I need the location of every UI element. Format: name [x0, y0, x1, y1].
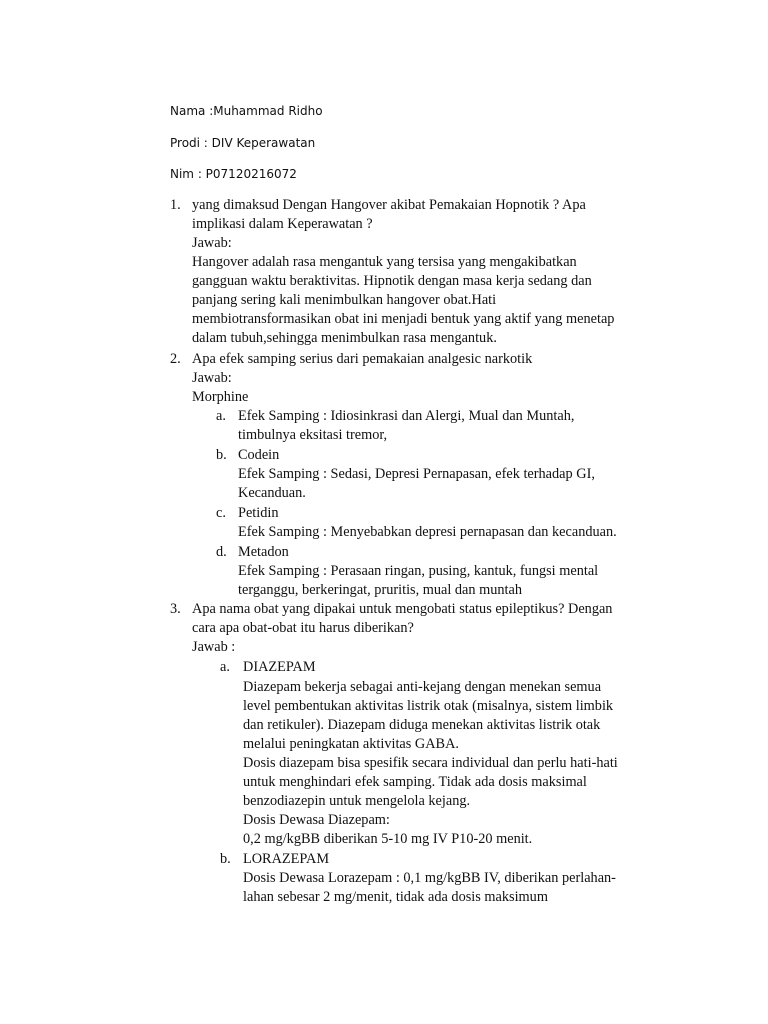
q3-item-b-line: Dosis Dewasa Lorazepam : 0,1 mg/kgBB IV, diberikan perlahan-	[243, 870, 616, 886]
q2-item-b-marker: b.	[216, 447, 227, 463]
q2-item-d-line: Efek Samping : Perasaan ringan, pusing, kantuk, fungsi mental	[238, 563, 599, 579]
q3-item-a-line: dan retikuler). Diazepam diduga menekan aktivitas listrik otak	[243, 717, 601, 733]
q3-item-a-line: benzodiazepin untuk mengelola kejang.	[243, 793, 471, 809]
q3-question-line: cara apa obat-obat itu harus diberikan?	[192, 620, 414, 636]
q1-answer-line: dalam tubuh,sehingga menimbulkan rasa mengantuk.	[192, 330, 497, 346]
q1-answer-line: panjang sering kali menimbulkan hangover obat.Hati	[192, 292, 497, 308]
q2-item-a-marker: a.	[216, 408, 226, 424]
q2-item-c-line: Petidin	[238, 505, 279, 521]
q1-jawab-label: Jawab:	[192, 235, 232, 251]
q2-item-d-line: Metadon	[238, 544, 289, 560]
q3-item-b-heading: LORAZEPAM	[243, 851, 330, 867]
q1-question-line: yang dimaksud Dengan Hangover akibat Pemakaian Hopnotik ? Apa	[192, 197, 586, 213]
q2-intro: Morphine	[192, 389, 249, 405]
q3-question-line: Apa nama obat yang dipakai untuk mengobati status epileptikus? Dengan	[192, 601, 613, 617]
q2-question: Apa efek samping serius dari pemakaian analgesic narkotik	[192, 351, 533, 367]
q2-item-d-marker: d.	[216, 544, 227, 560]
q1-answer-line: membiotransformasikan obat ini menjadi bentuk yang aktif yang menetap	[192, 311, 615, 327]
q3-item-a-line: melalui peningkatan aktivitas GABA.	[243, 736, 459, 752]
q3-item-a-line: level pembentukan aktivitas listrik otak (misalnya, sistem limbik	[243, 698, 614, 714]
q2-item-b-line: Kecanduan.	[238, 485, 306, 501]
q3-item-a-line: untuk menghindari efek samping. Tidak ada dosis maksimal	[243, 774, 587, 790]
q3-item-b-line: lahan sebesar 2 mg/menit, tidak ada dosis maksimum	[243, 889, 548, 905]
student-name: Nama :Muhammad Ridho	[170, 104, 323, 118]
q2-item-a-line: Efek Samping : Idiosinkrasi dan Alergi, Mual dan Muntah,	[238, 408, 575, 424]
q3-jawab-label: Jawab :	[192, 639, 236, 655]
q3-item-a-line: 0,2 mg/kgBB diberikan 5-10 mg IV P10-20 menit.	[243, 831, 533, 847]
q1-answer-line: Hangover adalah rasa mengantuk yang tersisa yang mengakibatkan	[192, 254, 577, 270]
q3-item-a-line: Dosis Dewasa Diazepam:	[243, 812, 390, 828]
q2-item-b-line: Codein	[238, 447, 280, 463]
q2-marker: 2.	[170, 351, 181, 367]
student-program: Prodi : DIV Keperawatan	[170, 136, 316, 150]
q3-item-a-heading: DIAZEPAM	[243, 659, 316, 675]
q2-item-a-line: timbulnya eksitasi tremor,	[238, 427, 388, 443]
q1-question-line: implikasi dalam Keperawatan ?	[192, 216, 373, 232]
q2-item-d-line: terganggu, berkeringat, pruritis, mual dan muntah	[238, 582, 523, 598]
q2-jawab-label: Jawab:	[192, 370, 232, 386]
q1-marker: 1.	[170, 197, 181, 213]
q3-marker: 3.	[170, 601, 181, 617]
q2-item-c-marker: c.	[216, 505, 226, 521]
q2-item-c-line: Efek Samping : Menyebabkan depresi pernapasan dan kecanduan.	[238, 524, 617, 540]
q1-answer-line: gangguan waktu beraktivitas. Hipnotik dengan masa kerja sedang dan	[192, 273, 592, 289]
student-id: Nim : P07120216072	[170, 167, 297, 181]
q3-item-a-line: Dosis diazepam bisa spesifik secara individual dan perlu hati-hati	[243, 755, 618, 771]
q3-item-a-marker: a.	[220, 659, 230, 675]
q3-item-a-line: Diazepam bekerja sebagai anti-kejang dengan menekan semua	[243, 679, 602, 695]
q2-item-b-line: Efek Samping : Sedasi, Depresi Pernapasan, efek terhadap GI,	[238, 466, 595, 482]
q3-item-b-marker: b.	[220, 851, 231, 867]
